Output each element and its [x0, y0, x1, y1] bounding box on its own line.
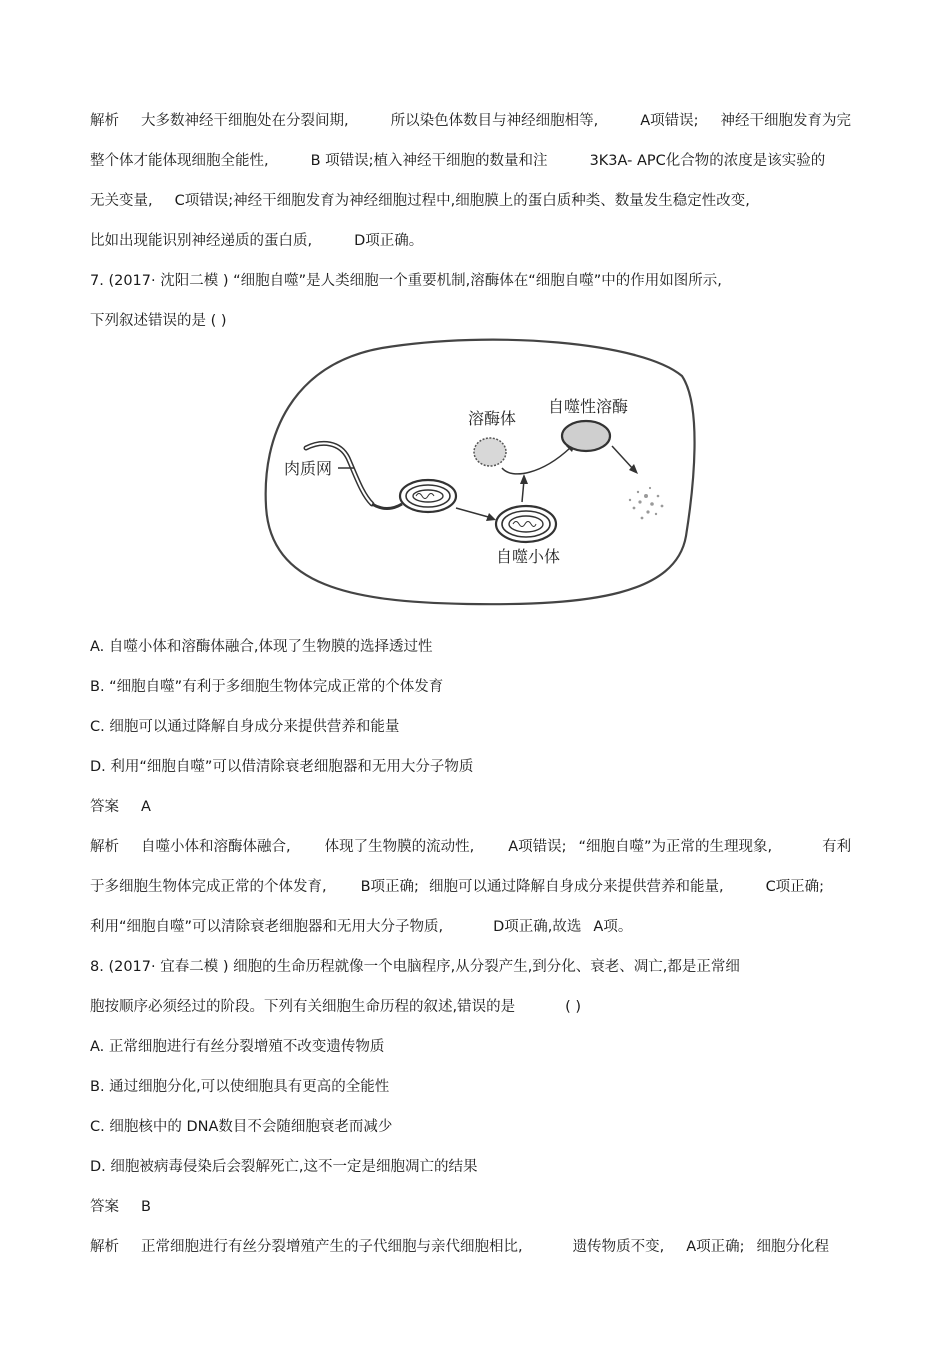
analysis-label: 解析	[90, 1239, 119, 1255]
text-segment: 自噬小体和溶酶体融合,	[141, 839, 291, 855]
text-segment: B 项错误;植入神经干细胞的数量和注	[310, 153, 548, 169]
q7-analysis-line-3	[90, 917, 632, 937]
analysis-label: 解析	[90, 113, 119, 129]
text-segment: C项错误;神经干细胞发育为神经细胞过程中,细胞膜上的蛋白质种类、数量发生稳定性改变,	[174, 193, 750, 209]
q6-analysis-line-3	[90, 191, 750, 211]
q7-analysis-line-2	[90, 877, 824, 897]
text-segment: A项。	[593, 919, 633, 935]
q7-option-c: C. 细胞可以通过降解自身成分来提供营养和能量	[90, 719, 400, 735]
answer-label: 答案	[90, 1199, 119, 1215]
lysosome	[474, 438, 506, 466]
text-segment: 于多细胞生物体完成正常的个体发育,	[90, 879, 327, 895]
q7-analysis-line-1	[90, 837, 851, 857]
text-segment: 神经干细胞发育为完	[720, 113, 852, 129]
text-segment: 无关变量,	[90, 193, 153, 209]
forming-autophagosome	[372, 480, 456, 512]
text-segment: 胞按顺序必须经过的阶段。下列有关细胞生命历程的叙述,错误的是	[90, 999, 516, 1015]
q8-option-d: D. 细胞被病毒侵染后会裂解死亡,这不一定是细胞凋亡的结果	[90, 1159, 478, 1175]
text-segment: 体现了生物膜的流动性,	[324, 839, 475, 855]
text-segment: “细胞自噬”为正常的生理现象,	[578, 839, 773, 855]
autophagy-diagram-svg	[262, 336, 698, 608]
analysis-label: 解析	[90, 839, 119, 855]
text-segment: B项正确;	[360, 879, 419, 895]
text-segment: ( )	[565, 999, 582, 1015]
answer-value: B	[141, 1199, 151, 1215]
text-segment: D项正确。	[354, 233, 424, 249]
label-autophagosome: 自噬小体	[496, 547, 561, 566]
q8-option-c: C. 细胞核中的 DNA数目不会随细胞衰老而减少	[90, 1119, 393, 1135]
arrow-1-head	[486, 513, 496, 521]
q8-stem-line-2	[90, 997, 581, 1017]
text-segment: 所以染色体数目与神经细胞相等,	[390, 113, 599, 129]
q7-stem-line-2: 下列叙述错误的是 ( )	[90, 313, 227, 329]
label-lysosome: 溶酶体	[468, 409, 517, 428]
label-autolysosome: 自噬性溶酶	[548, 397, 629, 416]
q8-answer	[90, 1197, 151, 1217]
arrow-2	[502, 448, 570, 474]
degraded-material	[629, 487, 664, 520]
arrow-3-head	[520, 474, 528, 484]
autophagy-diagram	[262, 336, 698, 608]
text-segment: 利用“细胞自噬”可以清除衰老细胞器和无用大分子物质,	[90, 919, 444, 935]
label-er: 肉质网	[284, 459, 333, 478]
q7-option-b: B. “细胞自噬”有利于多细胞生物体完成正常的个体发育	[90, 679, 444, 695]
q7-stem-line-1: 7. (2017· 沈阳二模 ) “细胞自噬”是人类细胞一个重要机制,溶酶体在“细胞自噬”中的作用如图所示,	[90, 273, 722, 289]
text-segment: 3K3A- APC化合物的浓度是该实验的	[589, 153, 826, 169]
q6-analysis-line-4	[90, 231, 423, 251]
text-segment: 正常细胞进行有丝分裂增殖产生的子代细胞与亲代细胞相比,	[141, 1239, 523, 1255]
text-segment: 有利	[822, 839, 852, 855]
q7-option-a: A. 自噬小体和溶酶体融合,体现了生物膜的选择透过性	[90, 639, 433, 655]
autolysosome	[562, 421, 610, 451]
q8-stem-line-1: 8. (2017· 宜春二模 ) 细胞的生命历程就像一个电脑程序,从分裂产生,到分化、衰老、凋亡,都是正常细	[90, 959, 740, 975]
arrow-4	[612, 446, 634, 470]
text-segment: C项正确;	[765, 879, 825, 895]
q8-analysis-line-1	[90, 1237, 829, 1257]
q8-option-a: A. 正常细胞进行有丝分裂增殖不改变遗传物质	[90, 1039, 385, 1055]
q8-option-b: B. 通过细胞分化,可以使细胞具有更高的全能性	[90, 1079, 390, 1095]
answer-label: 答案	[90, 799, 119, 815]
text-segment: 比如出现能识别神经递质的蛋白质,	[90, 233, 313, 249]
text-segment: A项正确;	[686, 1239, 745, 1255]
text-segment: 大多数神经干细胞处在分裂间期,	[141, 113, 349, 129]
text-segment: D项正确,故选	[493, 919, 582, 935]
text-segment: 细胞可以通过降解自身成分来提供营养和能量,	[428, 879, 724, 895]
text-segment: 遗传物质不变,	[572, 1239, 665, 1255]
autophagosome	[496, 506, 556, 542]
text-segment: 细胞分化程	[756, 1239, 830, 1255]
arrow-1	[456, 508, 492, 518]
q6-analysis-line-1	[90, 111, 851, 131]
text-segment: 整个体才能体现细胞全能性,	[90, 153, 269, 169]
text-segment: A项错误;	[508, 839, 567, 855]
answer-value: A	[141, 799, 151, 815]
q7-answer	[90, 797, 151, 817]
q7-option-d: D. 利用“细胞自噬”可以借清除衰老细胞器和无用大分子物质	[90, 759, 474, 775]
text-segment: A项错误;	[640, 113, 699, 129]
q6-analysis-line-2	[90, 151, 825, 171]
